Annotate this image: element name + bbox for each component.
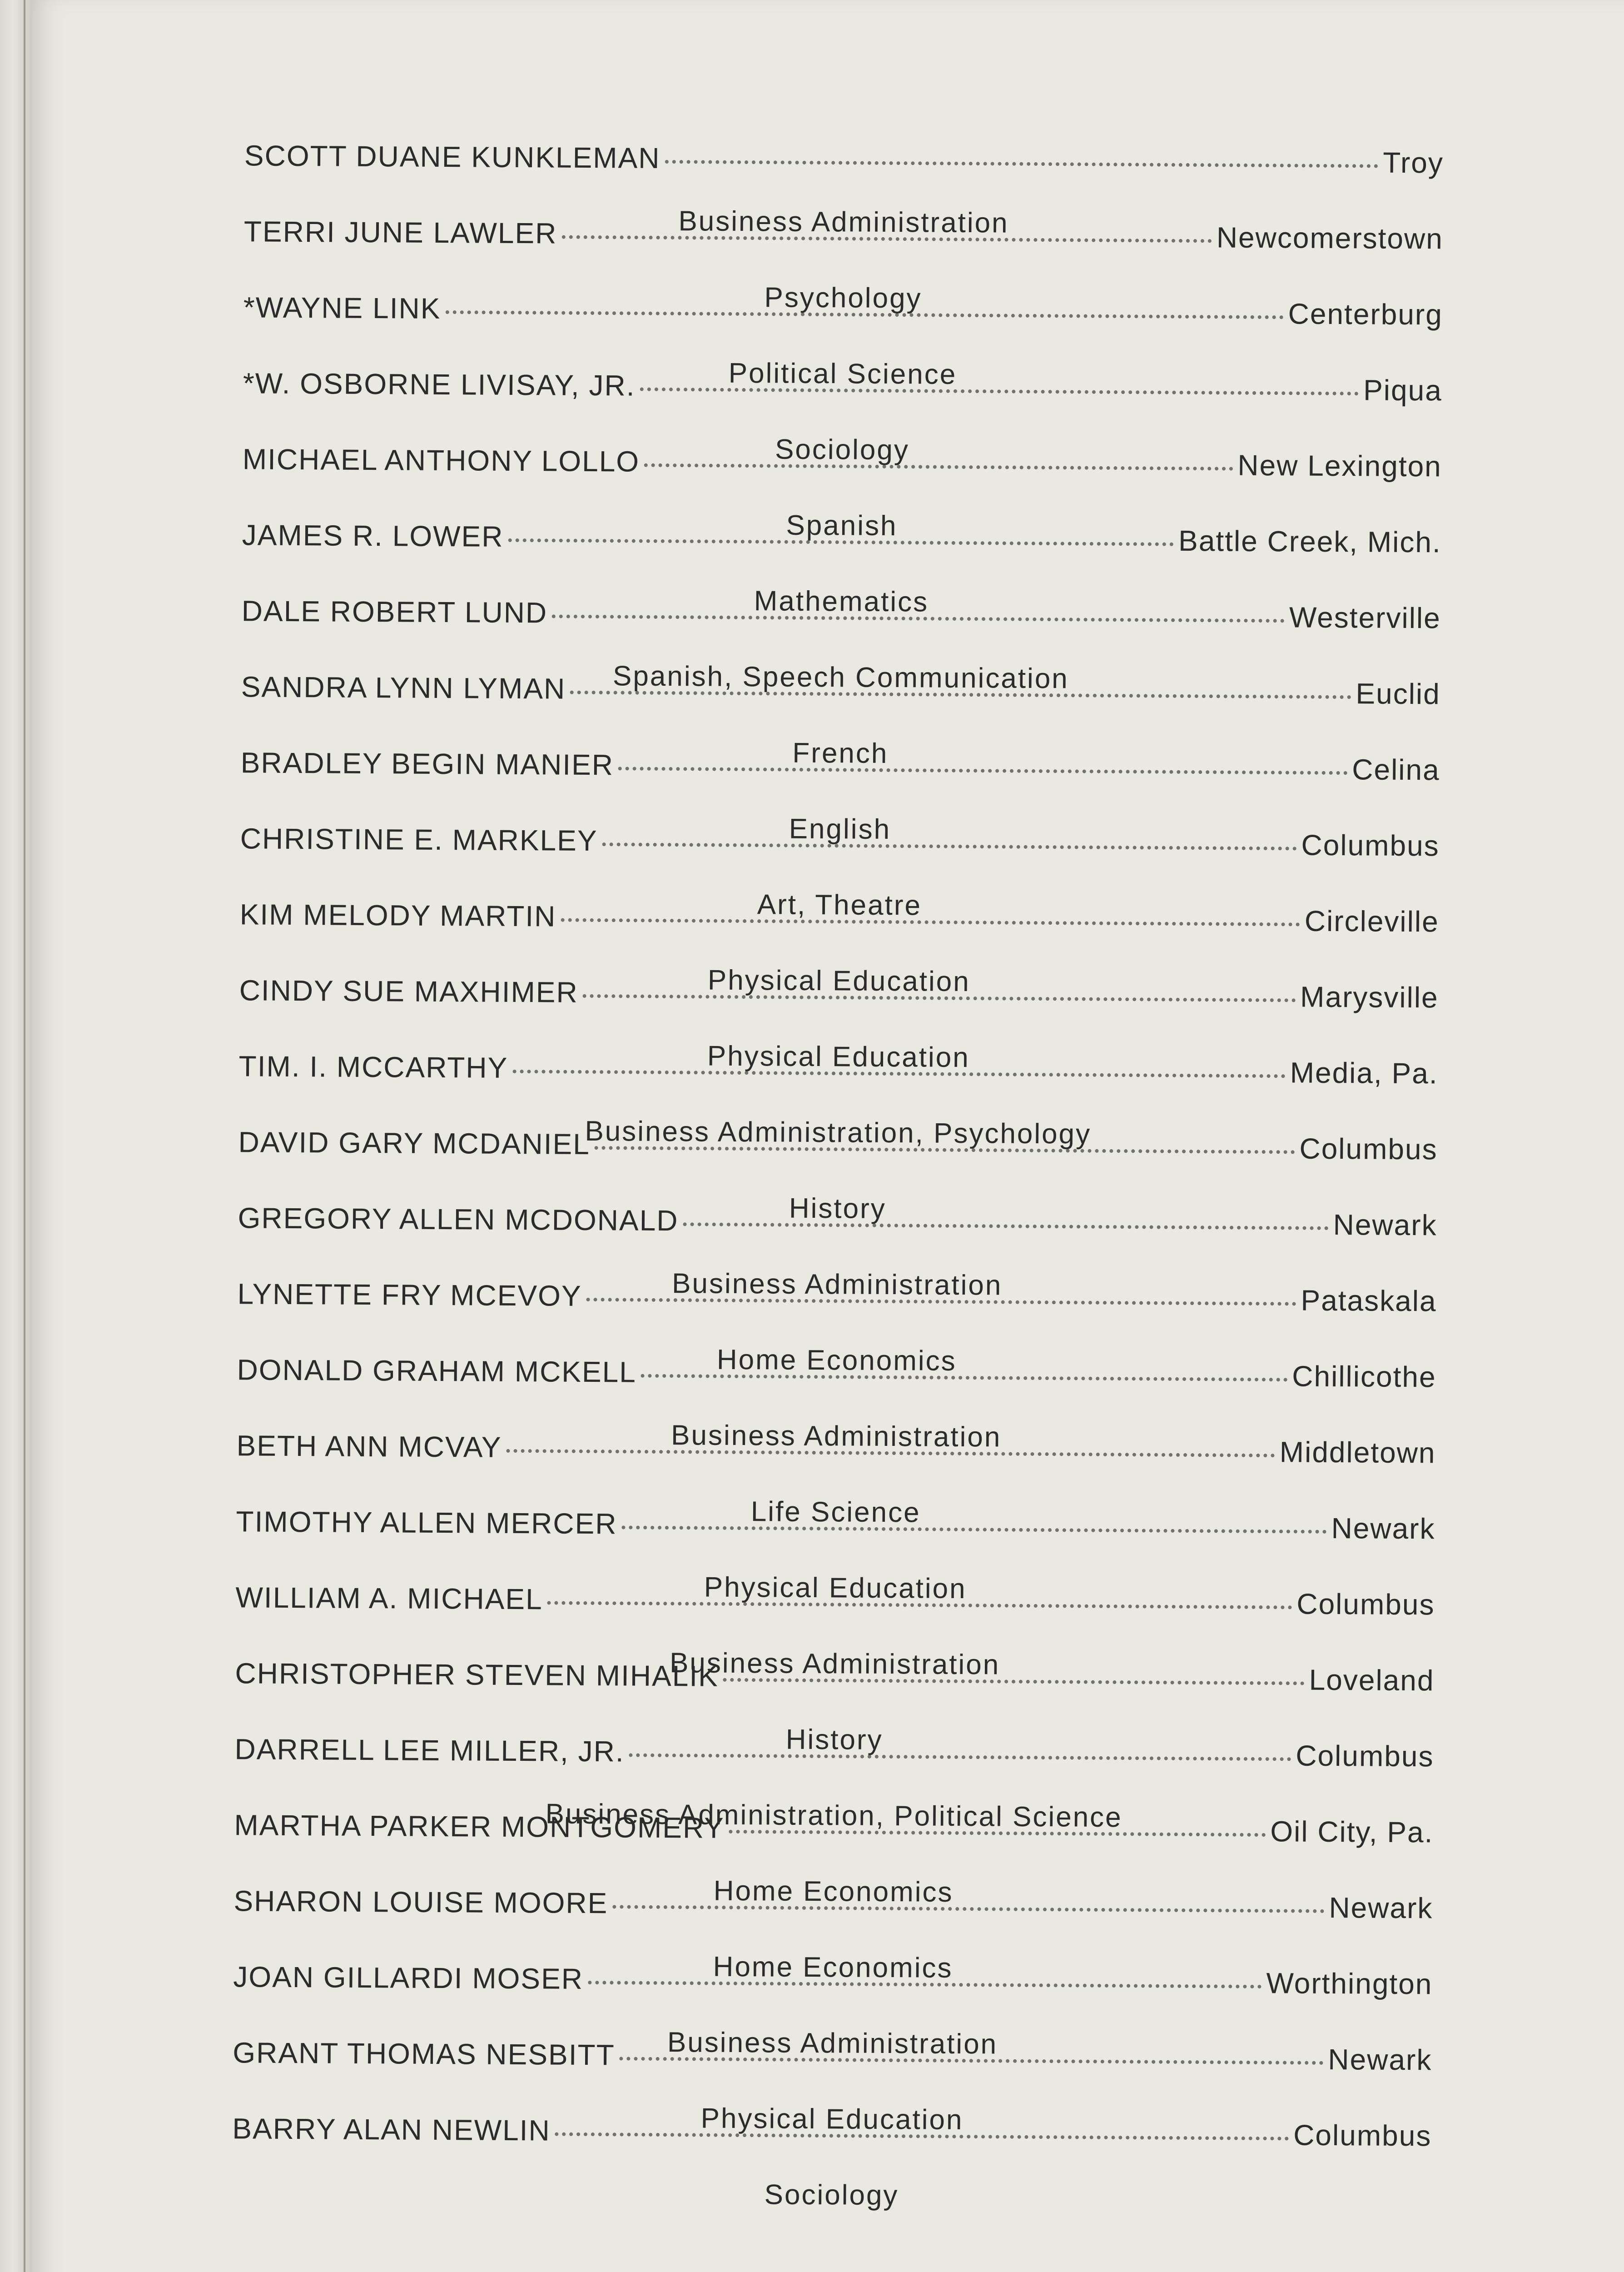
graduate-hometown: Columbus	[1301, 828, 1440, 862]
graduate-major: Home Economics	[713, 1875, 954, 1908]
graduate-name: JAMES R. LOWER	[242, 518, 504, 553]
graduate-hometown: Centerburg	[1288, 297, 1443, 331]
graduate-name: SCOTT DUANE KUNKLEMAN	[244, 139, 661, 174]
dot-leader	[612, 1905, 1324, 1913]
graduate-hometown: Circleville	[1304, 904, 1439, 938]
graduate-major: Physical Education	[700, 2103, 963, 2136]
graduate-major: Sociology	[775, 433, 910, 466]
graduate-major: Physical Education	[707, 964, 970, 998]
graduate-name: GRANT THOMAS NESBITT	[233, 2036, 615, 2072]
graduate-hometown: Media, Pa.	[1290, 1056, 1438, 1090]
graduate-major: Business Administration, Political Science	[545, 1798, 1122, 1834]
graduate-major: Home Economics	[716, 1344, 957, 1377]
dot-leader	[620, 2057, 1324, 2064]
graduate-major: History	[789, 1192, 886, 1225]
entry-line	[235, 1656, 1435, 1718]
entry-line	[237, 1277, 1437, 1339]
graduate-name: DONALD GRAHAM MCKELL	[237, 1353, 637, 1389]
graduate-hometown: Columbus	[1299, 1132, 1438, 1166]
graduate-hometown: Newark	[1333, 1208, 1437, 1242]
graduate-major: French	[792, 737, 889, 769]
graduate-name: CHRISTOPHER STEVEN MIHALIK	[235, 1657, 719, 1693]
graduate-major: Home Economics	[713, 1951, 953, 1984]
graduate-hometown: Piqua	[1363, 374, 1443, 407]
graduate-name: TERRI JUNE LAWLER	[243, 215, 557, 250]
graduate-name: BARRY ALAN NEWLIN	[232, 2112, 551, 2147]
graduate-hometown: Troy	[1383, 146, 1444, 179]
entry-line	[234, 1732, 1434, 1794]
entry-line	[241, 594, 1441, 656]
graduate-name: LYNETTE FRY MCEVOY	[237, 1277, 582, 1312]
dot-leader	[586, 1298, 1296, 1306]
entry-line	[234, 1808, 1434, 1870]
graduate-major: Business Administration	[669, 1647, 1000, 1681]
graduate-name: BETH ANN MCVAY	[236, 1429, 502, 1464]
graduate-hometown: Loveland	[1309, 1663, 1435, 1697]
graduate-hometown: Newark	[1331, 1511, 1435, 1545]
graduate-major: English	[789, 813, 891, 846]
dot-leader	[512, 1070, 1285, 1078]
graduate-major: Mathematics	[754, 585, 929, 618]
graduate-name: SHARON LOUISE MOORE	[233, 1884, 608, 1920]
dot-leader	[552, 614, 1285, 623]
graduate-major: History	[785, 1724, 883, 1756]
graduate-major: Life Science	[750, 1496, 921, 1529]
graduate-major: Psychology	[764, 282, 922, 314]
dot-leader	[588, 1981, 1262, 1988]
graduate-major: Business Administration	[670, 1420, 1002, 1453]
entry-line	[243, 366, 1442, 428]
graduate-name: CINDY SUE MAXHIMER	[239, 974, 578, 1009]
entry-line	[238, 1125, 1438, 1187]
entry-line	[242, 518, 1441, 580]
dot-leader	[729, 1830, 1266, 1837]
graduate-name: BRADLEY BEGIN MANIER	[240, 746, 614, 782]
graduate-name: SANDRA LYNN LYMAN	[241, 670, 566, 705]
graduate-hometown: Columbus	[1293, 2118, 1432, 2152]
dot-leader	[595, 1146, 1295, 1154]
entry-line	[240, 746, 1440, 807]
entry-line	[239, 897, 1439, 959]
graduate-hometown: New Lexington	[1237, 448, 1442, 483]
graduate-name: DAVID GARY MCDANIEL	[238, 1126, 591, 1161]
graduate-hometown: Newcomerstown	[1216, 221, 1444, 255]
graduate-major: Sociology	[764, 2179, 899, 2212]
entry-line	[239, 973, 1439, 1035]
graduate-hometown: Westerville	[1289, 601, 1441, 635]
graduate-name: DALE ROBERT LUND	[241, 594, 548, 629]
dot-leader	[561, 918, 1300, 927]
graduate-major: Political Science	[728, 357, 957, 390]
graduate-hometown: Marysville	[1300, 980, 1439, 1014]
graduate-major: Physical Education	[707, 1040, 970, 1074]
graduate-name: MICHAEL ANTHONY LOLLO	[242, 443, 640, 478]
graduate-major: Business Administration	[671, 1268, 1003, 1301]
graduate-hometown: Battle Creek, Mich.	[1178, 524, 1441, 559]
entry-line	[240, 822, 1440, 883]
entry-line	[242, 442, 1442, 504]
graduate-hometown: Chillicothe	[1292, 1360, 1436, 1394]
graduate-major: Physical Education	[704, 1571, 967, 1605]
graduate-major: Business Administration	[678, 205, 1009, 239]
graduate-major: Business Administration	[667, 2027, 998, 2060]
dot-leader	[570, 691, 1351, 699]
graduate-name: *WAYNE LINK	[243, 291, 441, 325]
graduate-name: WILLIAM A. MICHAEL	[235, 1581, 543, 1616]
dot-leader	[508, 538, 1174, 546]
graduate-major: Spanish, Speech Communication	[612, 660, 1069, 695]
dot-leader	[555, 2132, 1289, 2141]
entry-line	[232, 2112, 1432, 2173]
graduate-name: JOAN GILLARDI MOSER	[233, 1960, 584, 1995]
entry-line	[233, 1960, 1433, 2022]
dot-leader	[683, 1222, 1328, 1230]
graduate-hometown: Oil City, Pa.	[1270, 1815, 1434, 1849]
entry-line	[237, 1353, 1436, 1415]
entry-line	[243, 214, 1443, 276]
dot-leader	[621, 1525, 1326, 1533]
graduate-name: *W. OSBORNE LIVISAY, JR.	[243, 367, 636, 402]
graduate-hometown: Celina	[1352, 753, 1440, 787]
graduate-name: MARTHA PARKER MONTGOMERY	[234, 1809, 725, 1844]
graduate-hometown: Columbus	[1296, 1739, 1434, 1773]
dot-leader	[506, 1449, 1275, 1457]
dot-leader	[640, 388, 1359, 396]
dot-leader	[644, 463, 1233, 471]
graduate-hometown: Newark	[1329, 1891, 1433, 1925]
graduate-major: Spanish	[786, 509, 898, 542]
graduate-hometown: Newark	[1328, 2043, 1432, 2077]
graduate-name: TIMOTHY ALLEN MERCER	[236, 1505, 617, 1540]
dot-leader	[665, 160, 1378, 168]
graduate-name: DARRELL LEE MILLER, JR.	[234, 1733, 625, 1768]
dot-leader	[561, 235, 1212, 243]
graduate-name: KIM MELODY MARTIN	[239, 898, 556, 933]
graduate-hometown: Pataskala	[1301, 1284, 1437, 1318]
graduate-hometown: Euclid	[1356, 677, 1440, 711]
dot-leader	[445, 310, 1283, 319]
graduate-name: CHRISTINE E. MARKLEY	[240, 822, 598, 857]
graduate-hometown: Worthington	[1266, 1967, 1433, 2001]
dot-leader	[583, 994, 1296, 1002]
dot-leader	[629, 1754, 1291, 1761]
entry-line	[243, 290, 1443, 352]
graduate-entry	[232, 2112, 1432, 2269]
graduate-hometown: Columbus	[1296, 1587, 1435, 1621]
dot-leader	[618, 767, 1347, 775]
entry-line	[236, 1429, 1436, 1490]
entry-line	[238, 1049, 1438, 1111]
entry-line	[236, 1505, 1435, 1566]
graduate-name: TIM. I. MCCARTHY	[238, 1050, 508, 1084]
graduate-hometown: Middletown	[1279, 1435, 1436, 1470]
entry-line	[233, 1884, 1433, 1946]
entry-line	[244, 139, 1444, 200]
entry-line	[238, 1201, 1437, 1263]
entry-line	[241, 670, 1440, 732]
entry-line	[233, 2036, 1432, 2098]
graduate-name: GREGORY ALLEN MCDONALD	[238, 1201, 679, 1237]
dot-leader	[723, 1678, 1305, 1685]
dot-leader	[547, 1601, 1292, 1609]
dot-leader	[641, 1374, 1287, 1382]
graduate-major: Business Administration, Psychology	[585, 1115, 1092, 1150]
graduate-major: Art, Theatre	[757, 889, 922, 922]
entry-line	[235, 1580, 1435, 1642]
dot-leader	[602, 842, 1296, 850]
